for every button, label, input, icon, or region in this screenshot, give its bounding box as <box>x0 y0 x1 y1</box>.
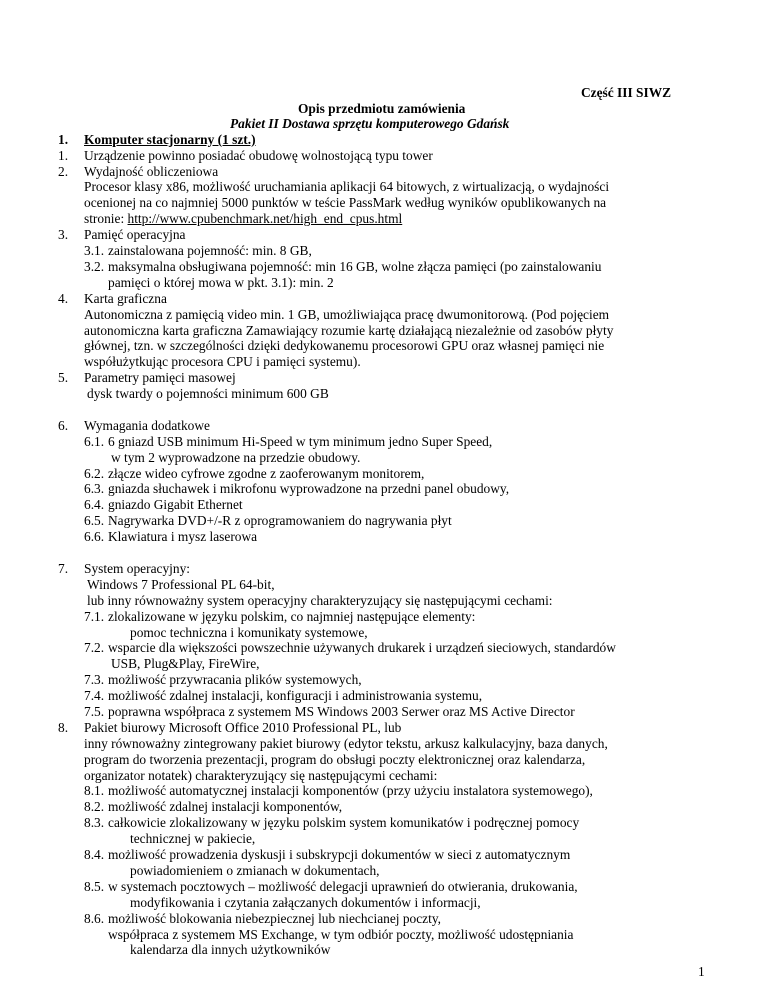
subitem-number: 3.1. <box>84 243 105 258</box>
subitem-number: 7.4. <box>84 688 105 704</box>
item-text-line: lub inny równoważny system operacyjny charakteryzujący się następującymi cechami: <box>87 592 553 608</box>
document-title: Opis przedmiotu zamówienia <box>298 100 466 116</box>
item-title: Wymagania dodatkowe <box>84 417 210 433</box>
item-text-line: Windows 7 Professional PL 64-bit, <box>87 576 275 592</box>
item-text-line: organizator notatek) charakteryzujący się następującymi cechami: <box>84 767 438 783</box>
subitem-number: 7.2. <box>84 640 105 656</box>
subitem-text: możliwość zdalnej instalacji komponentów, <box>108 799 343 815</box>
subitem-text: pamięci o której mowa w pkt. 3.1): min. 2 <box>108 274 334 290</box>
subitem-text: poprawna współpraca z systemem MS Windows 2003 Serwer oraz MS Active Director <box>108 704 575 719</box>
item-text-line <box>84 210 402 227</box>
item-title: Wydajność obliczeniowa <box>84 163 219 179</box>
item-number: 6. <box>58 417 69 433</box>
subitem-number: 8.4. <box>84 847 105 862</box>
subitem-text: w systemach pocztowych – możliwość delegacji uprawnień do otwierania, drukowania, <box>108 878 578 894</box>
item-text-line: głównej, tzn. w szczególności dzięki dedykowanemu procesorowi GPU oraz własnej pamięci nie <box>84 338 605 354</box>
subitem-text: całkowicie zlokalizowany w języku polskim system komunikatów i podręcznej pomocy <box>108 815 580 831</box>
subitem-text: możliwość blokowania niebezpiecznej lub niechcianej poczty, <box>108 910 442 926</box>
subitem-number: 8.1. <box>84 783 105 799</box>
link-prefix: stronie: <box>84 211 128 227</box>
subitem-text: Klawiatura i mysz laserowa <box>108 529 258 545</box>
subitem-number: 6.2. <box>84 465 105 481</box>
subitem-text: modyfikowania i czytania załączanych dokumentów i informacji, <box>130 894 481 910</box>
item-number: 1. <box>58 147 69 163</box>
subitem-text: możliwość zdalnej instalacji, konfiguracji i administrowania systemu, <box>108 688 483 704</box>
subitem-text: możliwość prowadzenia dyskusji i subskrypcji dokumentów w sieci z automatycznym <box>108 847 571 862</box>
section-number: 1. <box>58 131 69 147</box>
subitem-text: możliwość przywracania plików systemowych, <box>108 672 362 688</box>
item-text-line: Autonomiczna z pamięcią video min. 1 GB, umożliwiająca pracę dwumonitorową. (Pod pojęciem <box>84 306 610 322</box>
subitem-text: Nagrywarka DVD+/-R z oprogramowaniem do nagrywania płyt <box>108 513 452 529</box>
subitem-number: 7.5. <box>84 704 105 719</box>
document-part-label: Część III SIWZ <box>581 85 672 100</box>
subitem-text: wsparcie dla większości powszechnie używanych drukarek i urządzeń sieciowych, standardów <box>108 640 616 656</box>
item-text-line: dysk twardy o pojemności minimum 600 GB <box>87 386 329 402</box>
item-title: Pamięć operacyjna <box>84 227 186 243</box>
item-title: Karta graficzna <box>84 290 167 306</box>
page-number: 1 <box>698 964 705 980</box>
subitem-text: 6 gniazd USB minimum Hi-Speed w tym minimum jedno Super Speed, <box>108 433 493 449</box>
subitem-number: 6.1. <box>84 433 105 449</box>
subitem-text: możliwość automatycznej instalacji komponentów (przy użyciu instalatora systemowego), <box>108 783 593 799</box>
subitem-text: technicznej w pakiecie, <box>130 831 256 847</box>
item-number: 8. <box>58 719 69 735</box>
subitem-text: współpraca z systemem MS Exchange, w tym odbiór poczty, możliwość udostępniania <box>108 926 574 942</box>
item-title: System operacyjny: <box>84 560 190 576</box>
item-number: 4. <box>58 290 69 306</box>
subitem-text: maksymalna obsługiwana pojemność: min 16 GB, wolne złącza pamięci (po zainstalowaniu <box>108 258 602 274</box>
subitem-number: 3.2. <box>84 258 105 274</box>
subitem-number: 7.3. <box>84 672 105 688</box>
subitem-number: 7.1. <box>84 608 105 624</box>
section-heading: Komputer stacjonarny (1 szt.) <box>84 131 256 147</box>
item-text-line: autonomiczna karta graficzna Zamawiający rozumie kartę działającą niezależnie od zasobów płyty <box>84 322 614 338</box>
document-subtitle: Pakiet II Dostawa sprzętu komputerowego Gdańsk <box>230 115 510 131</box>
subitem-text: w tym 2 wyprowadzone na przedzie obudowy. <box>111 449 361 465</box>
subitem-number: 6.4. <box>84 497 105 513</box>
subitem-text: zlokalizowane w języku polskim, co najmniej następujące elementy: <box>108 608 476 624</box>
item-text-line: program do tworzenia prezentacji, program do obsługi poczty elektronicznej oraz kalendarza, <box>84 751 586 767</box>
item-number: 5. <box>58 370 69 386</box>
item-number: 2. <box>58 163 69 179</box>
subitem-text: gniazda słuchawek i mikrofonu wyprowadzone na przedni panel obudowy, <box>108 481 510 497</box>
item-title: Parametry pamięci masowej <box>84 370 236 386</box>
subitem-number: 6.3. <box>84 481 105 497</box>
item-text-line: Procesor klasy x86, możliwość uruchamiania aplikacji 64 bitowych, z wirtualizacją, o wydajności <box>84 179 610 195</box>
subitem-text: powiadomieniem o zmianach w dokumentach, <box>130 862 380 878</box>
item-text-line: współużytkując procesora CPU i pamięci systemu). <box>84 354 361 370</box>
subitem-text: gniazdo Gigabit Ethernet <box>108 497 243 513</box>
subitem-number: 6.5. <box>84 513 105 529</box>
cpubenchmark-link[interactable]: http://www.cpubenchmark.net/high_end_cpus.html <box>127 211 403 227</box>
subitem-number: 8.2. <box>84 799 105 815</box>
subitem-text: pomoc techniczna i komunikaty systemowe, <box>130 624 368 640</box>
subitem-text: zainstalowana pojemność: min. 8 GB, <box>108 243 312 258</box>
item-number: 7. <box>58 560 69 576</box>
subitem-text: kalendarza dla innych użytkowników <box>130 942 331 958</box>
subitem-number: 8.5. <box>84 878 105 894</box>
subitem-text: złącze wideo cyfrowe zgodne z zaoferowanym monitorem, <box>108 465 425 481</box>
item-number: 3. <box>58 227 69 243</box>
item-text-line: ocenionej na co najmniej 5000 punktów w teście PassMark według wyników opublikowanych na <box>84 195 607 211</box>
subitem-text: USB, Plug&Play, FireWire, <box>111 656 260 672</box>
subitem-number: 8.3. <box>84 815 105 831</box>
subitem-number: 6.6. <box>84 529 105 545</box>
subitem-number: 8.6. <box>84 910 105 926</box>
item-text-line: inny równoważny zintegrowany pakiet biurowy (edytor tekstu, arkusz kalkulacyjny, baza danych, <box>84 735 608 751</box>
item-text: Urządzenie powinno posiadać obudowę wolnostojącą typu tower <box>84 147 433 163</box>
item-title: Pakiet biurowy Microsoft Office 2010 Professional PL, lub <box>84 719 402 735</box>
